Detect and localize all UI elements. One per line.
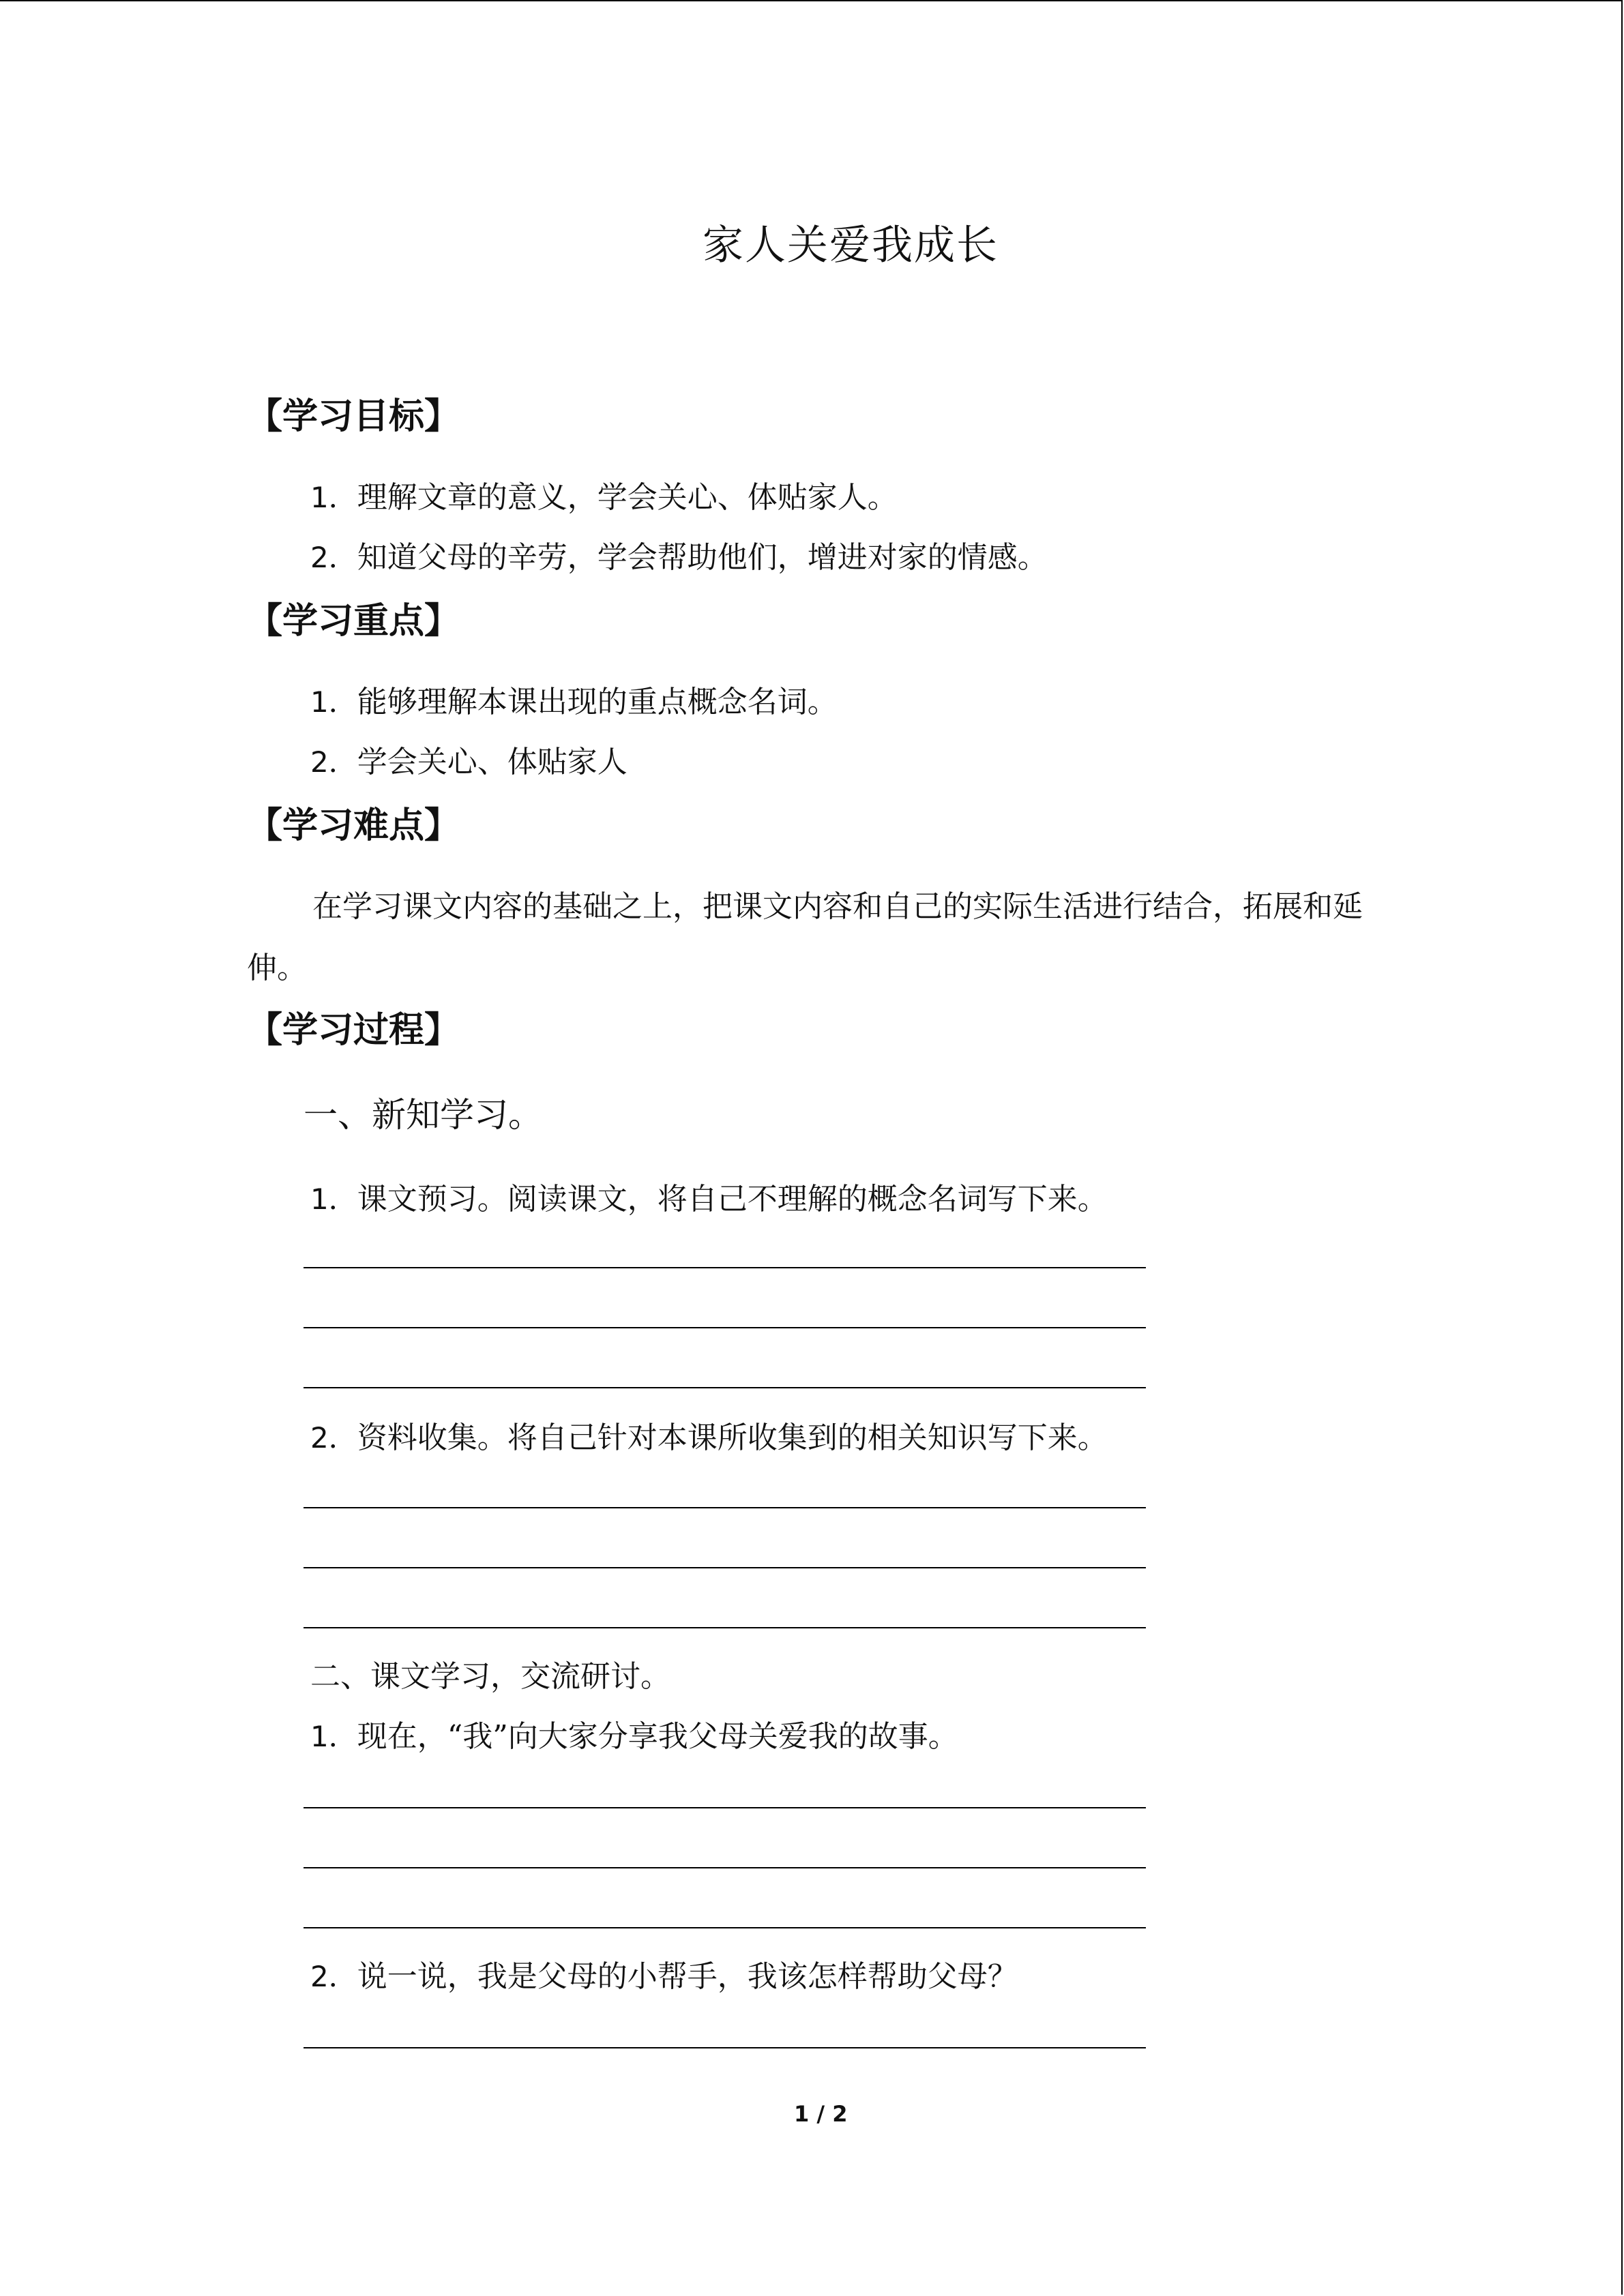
part1-question-1-number: 1．: [310, 1182, 357, 1216]
key-point-item-1: [310, 677, 838, 721]
difficulties-heading: 【学习难点】: [247, 805, 460, 846]
key-point-item-2-text: 学会关心、体贴家人: [357, 745, 628, 779]
key-point-item-1-text: 能够理解本课出现的重点概念名词。: [357, 685, 838, 719]
answer-line[interactable]: [304, 1387, 1146, 1388]
objective-item-2-number: 2．: [310, 541, 357, 574]
answer-line[interactable]: [304, 1327, 1146, 1328]
answer-line[interactable]: [304, 1807, 1146, 1808]
key-points-heading: 【学习重点】: [247, 601, 460, 642]
key-point-item-2: [310, 737, 628, 781]
part1-question-1-text: 课文预习。阅读课文，将自己不理解的概念名词写下来。: [357, 1182, 1108, 1217]
part1-question-2-text: 资料收集。将自己针对本课所收集到的相关知识写下来。: [357, 1420, 1108, 1455]
objective-item-1-text: 理解文章的意义，学会关心、体贴家人。: [357, 480, 898, 515]
key-point-item-2-number: 2．: [310, 745, 357, 779]
part2-title: 二、课文学习，交流研讨。: [310, 1659, 670, 1694]
document-title: 家人关爱我成长: [703, 222, 999, 269]
part2-question-2-text: 说一说，我是父母的小帮手，我该怎样帮助父母？: [357, 1959, 1018, 1994]
answer-line[interactable]: [304, 1507, 1146, 1508]
objective-item-2: [310, 533, 1048, 576]
part2-question-1: [310, 1712, 958, 1755]
part1-question-2: [310, 1413, 1108, 1457]
key-point-item-1-number: 1．: [310, 685, 357, 719]
process-heading: 【学习过程】: [247, 1010, 460, 1051]
answer-line[interactable]: [304, 1867, 1146, 1868]
part2-question-2: [310, 1952, 1018, 1995]
part2-question-2-number: 2．: [310, 1960, 357, 1993]
part1-question-1: [310, 1174, 1108, 1218]
difficulties-paragraph: 在学习课文内容的基础之上，把课文内容和自己的实际生活进行结合，拓展和延伸。: [247, 889, 1363, 985]
part1-question-2-number: 2．: [310, 1421, 357, 1455]
answer-line[interactable]: [304, 1267, 1146, 1268]
page-number: 1 / 2: [794, 2101, 848, 2127]
answer-line[interactable]: [304, 2047, 1146, 2048]
objective-item-2-text: 知道父母的辛劳，学会帮助他们，增进对家的情感。: [357, 540, 1048, 575]
objective-item-1-number: 1．: [310, 481, 357, 514]
part2-question-1-number: 1．: [310, 1720, 357, 1753]
objective-item-1: [310, 473, 898, 516]
answer-line[interactable]: [304, 1567, 1146, 1568]
objectives-heading: 【学习目标】: [247, 396, 460, 437]
answer-line[interactable]: [304, 1927, 1146, 1928]
part1-title: 一、新知学习。: [304, 1095, 542, 1135]
part2-question-1-text: 现在，“我”向大家分享我父母关爱我的故事。: [357, 1719, 958, 1754]
answer-line[interactable]: [304, 1627, 1146, 1628]
